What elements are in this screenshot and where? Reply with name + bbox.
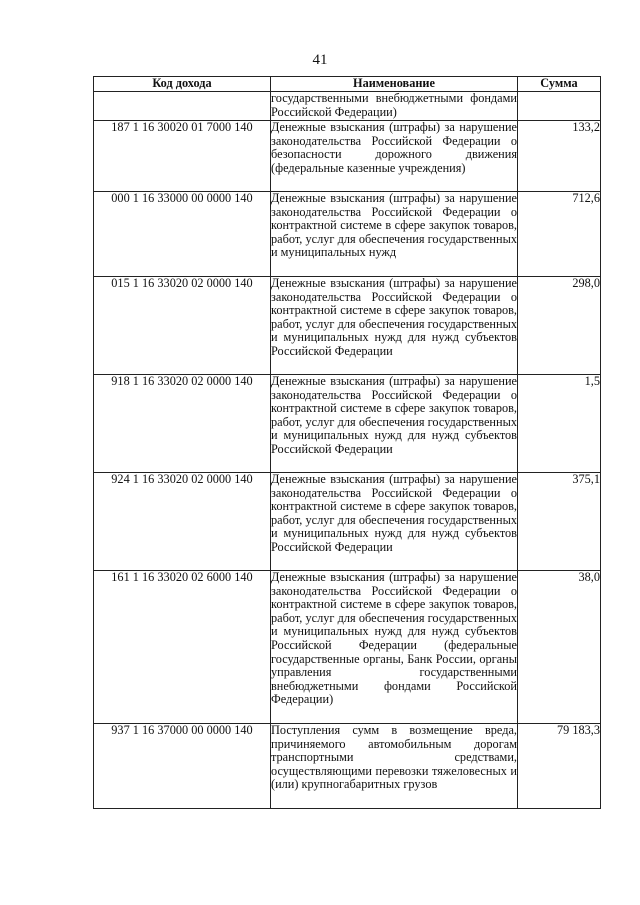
revenue-amount: 133,2	[518, 121, 601, 192]
revenue-name-text: Денежные взыскания (штрафы) за нарушение законодательства Российской Федерации о контрактной системе в сфере закупок товаров, работ, услуг для обеспечения государственных и муниципальных нужд для нужд субъектов Российской Федерации	[271, 472, 517, 554]
revenue-code: 015 1 16 33020 02 0000 140	[94, 277, 271, 375]
revenue-name	[271, 92, 518, 121]
revenue-name-text: Денежные взыскания (штрафы) за нарушение законодательства Российской Федерации о безопасности дорожного движения (федеральные казенные учреждения)	[271, 120, 517, 175]
table-row	[94, 92, 601, 121]
revenue-name	[271, 192, 518, 277]
revenue-table	[93, 76, 601, 809]
revenue-amount: 38,0	[518, 571, 601, 724]
table-row	[94, 277, 601, 375]
revenue-name	[271, 375, 518, 473]
revenue-name-text: Денежные взыскания (штрафы) за нарушение законодательства Российской Федерации о контрактной системе в сфере закупок товаров, работ, услуг для обеспечения государственных и муниципальных нужд для нужд субъектов Российской Федерации	[271, 374, 517, 456]
revenue-name-text: государственными внебюджетными фондами Российской Федерации)	[271, 91, 517, 119]
table-row	[94, 375, 601, 473]
revenue-amount: 79 183,3	[518, 724, 601, 809]
revenue-name	[271, 277, 518, 375]
revenue-name	[271, 571, 518, 724]
revenue-name-text: Денежные взыскания (штрафы) за нарушение законодательства Российской Федерации о контрактной системе в сфере закупок товаров, работ, услуг для обеспечения государственных и муниципальных нужд	[271, 191, 517, 260]
revenue-amount: 298,0	[518, 277, 601, 375]
revenue-code: 187 1 16 30020 01 7000 140	[94, 121, 271, 192]
revenue-code: 918 1 16 33020 02 0000 140	[94, 375, 271, 473]
revenue-amount: 712,6	[518, 192, 601, 277]
header-amount: Сумма	[518, 77, 601, 92]
revenue-code: 161 1 16 33020 02 6000 140	[94, 571, 271, 724]
revenue-amount: 375,1	[518, 473, 601, 571]
revenue-name	[271, 724, 518, 809]
revenue-code	[94, 92, 271, 121]
revenue-amount: 1,5	[518, 375, 601, 473]
table-header-row	[94, 77, 601, 92]
revenue-code: 924 1 16 33020 02 0000 140	[94, 473, 271, 571]
revenue-name-text: Денежные взыскания (штрафы) за нарушение законодательства Российской Федерации о контрактной системе в сфере закупок товаров, работ, услуг для обеспечения государственных и муниципальных нужд для нужд субъектов Российской Федерации (федеральные государственные органы, Банк России, органы управления государственными внебюджетными фондами Российской Федерации)	[271, 570, 517, 707]
revenue-name-text: Денежные взыскания (штрафы) за нарушение законодательства Российской Федерации о контрактной системе в сфере закупок товаров, работ, услуг для обеспечения государственных и муниципальных нужд для нужд субъектов Российской Федерации	[271, 276, 517, 358]
revenue-code: 937 1 16 37000 00 0000 140	[94, 724, 271, 809]
revenue-name	[271, 473, 518, 571]
table-row	[94, 473, 601, 571]
table-row	[94, 724, 601, 809]
table-row	[94, 121, 601, 192]
revenue-name-text: Поступления сумм в возмещение вреда, причиняемого автомобильным дорогам транспортными средствами, осуществляющими перевозки тяжеловесных и (или) крупногабаритных грузов	[271, 723, 517, 792]
revenue-name	[271, 121, 518, 192]
table-row	[94, 192, 601, 277]
revenue-amount	[518, 92, 601, 121]
page-number: 41	[312, 52, 328, 68]
table-row	[94, 571, 601, 724]
header-name: Наименование	[271, 77, 518, 92]
header-code: Код дохода	[94, 77, 271, 92]
revenue-code: 000 1 16 33000 00 0000 140	[94, 192, 271, 277]
